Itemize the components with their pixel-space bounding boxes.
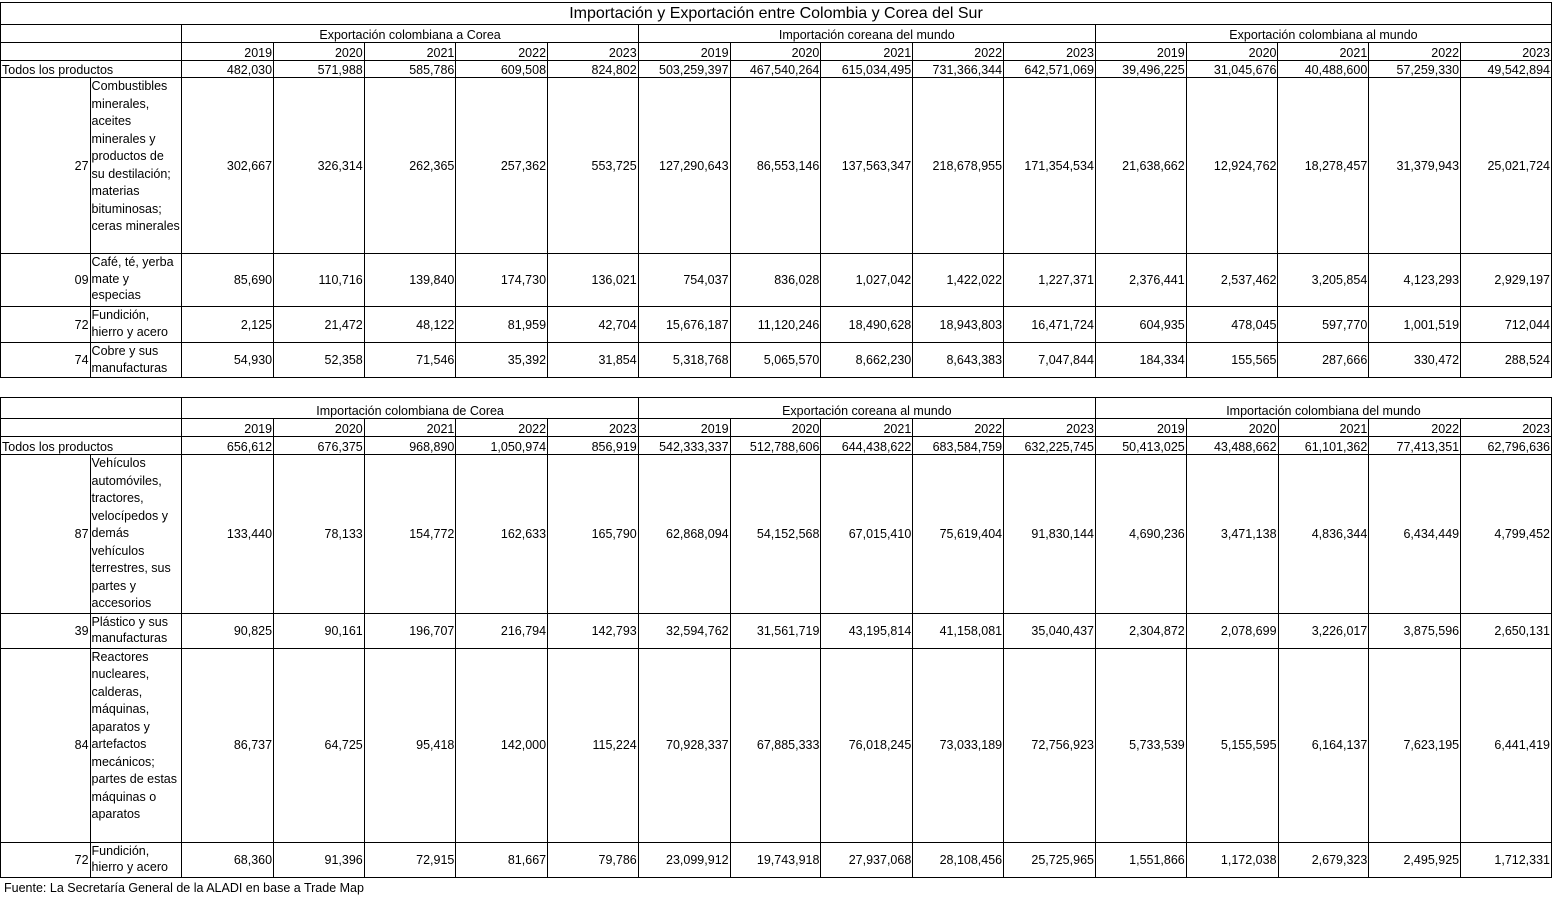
- value-cell: 8,662,230: [821, 343, 913, 378]
- total-row: [1, 437, 1552, 455]
- value-cell: 604,935: [1095, 307, 1186, 343]
- year-header: 2023: [548, 419, 639, 437]
- value-cell: 2,078,699: [1186, 613, 1278, 648]
- value-cell: 81,959: [456, 307, 548, 343]
- value-cell: 6,164,137: [1278, 648, 1369, 842]
- product-code: 09: [1, 254, 91, 307]
- year-header: 2023: [1461, 43, 1552, 61]
- value-cell: 71,546: [364, 343, 456, 378]
- year-header: 2022: [1369, 419, 1461, 437]
- value-cell: 11,120,246: [730, 307, 821, 343]
- corner-cell: [1, 419, 182, 437]
- value-cell: 1,172,038: [1186, 842, 1278, 877]
- value-cell: 2,537,462: [1186, 254, 1278, 307]
- value-cell: 142,793: [548, 613, 639, 648]
- value-cell: 824,802: [548, 61, 639, 78]
- year-header: 2020: [1186, 419, 1278, 437]
- value-cell: 1,712,331: [1461, 842, 1552, 877]
- value-cell: 67,015,410: [821, 455, 913, 614]
- table-row: [1, 455, 1552, 614]
- value-cell: 67,885,333: [730, 648, 821, 842]
- value-cell: 62,796,636: [1461, 437, 1552, 455]
- group-header: Exportación colombiana al mundo: [1095, 25, 1551, 43]
- product-description: Cobre y sus manufacturas: [90, 343, 182, 378]
- value-cell: 77,413,351: [1369, 437, 1461, 455]
- value-cell: 90,161: [274, 613, 365, 648]
- value-cell: 54,152,568: [730, 455, 821, 614]
- value-cell: 330,472: [1369, 343, 1461, 378]
- total-row: [1, 61, 1552, 78]
- value-cell: 25,021,724: [1461, 78, 1552, 254]
- value-cell: 31,561,719: [730, 613, 821, 648]
- table-row: [1, 842, 1552, 877]
- value-cell: 85,690: [182, 254, 274, 307]
- product-description: Fundición, hierro y acero: [90, 842, 182, 877]
- product-description: Plástico y sus manufacturas: [90, 613, 182, 648]
- year-header: 2022: [1369, 43, 1461, 61]
- value-cell: 288,524: [1461, 343, 1552, 378]
- table-title: Importación y Exportación entre Colombia y Corea del Sur: [1, 3, 1552, 25]
- corner-cell: [1, 398, 182, 419]
- value-cell: 597,770: [1278, 307, 1369, 343]
- value-cell: 609,508: [456, 61, 548, 78]
- value-cell: 1,050,974: [456, 437, 548, 455]
- value-cell: 2,679,323: [1278, 842, 1369, 877]
- value-cell: 2,650,131: [1461, 613, 1552, 648]
- value-cell: 165,790: [548, 455, 639, 614]
- year-header: 2021: [1278, 43, 1369, 61]
- value-cell: 76,018,245: [821, 648, 913, 842]
- product-code: 72: [1, 307, 91, 343]
- value-cell: 133,440: [182, 455, 274, 614]
- value-cell: 302,667: [182, 78, 274, 254]
- product-code: 39: [1, 613, 91, 648]
- value-cell: 553,725: [548, 78, 639, 254]
- year-header: 2021: [821, 419, 913, 437]
- table-row: [1, 78, 1552, 254]
- value-cell: 856,919: [548, 437, 639, 455]
- value-cell: 21,472: [274, 307, 365, 343]
- value-cell: 656,612: [182, 437, 274, 455]
- group-header: Importación coreana del mundo: [638, 25, 1095, 43]
- year-header: 2022: [913, 43, 1004, 61]
- value-cell: 142,000: [456, 648, 548, 842]
- value-cell: 287,666: [1278, 343, 1369, 378]
- value-cell: 21,638,662: [1095, 78, 1186, 254]
- value-cell: 35,392: [456, 343, 548, 378]
- value-cell: 50,413,025: [1095, 437, 1186, 455]
- year-header: 2021: [364, 419, 456, 437]
- group-header: Exportación coreana al mundo: [638, 398, 1095, 419]
- value-cell: 2,376,441: [1095, 254, 1186, 307]
- value-cell: 110,716: [274, 254, 365, 307]
- exports-table: [0, 2, 1552, 378]
- value-cell: 54,930: [182, 343, 274, 378]
- value-cell: 2,125: [182, 307, 274, 343]
- value-cell: 64,725: [274, 648, 365, 842]
- value-cell: 836,028: [730, 254, 821, 307]
- value-cell: 81,667: [456, 842, 548, 877]
- value-cell: 12,924,762: [1186, 78, 1278, 254]
- value-cell: 31,854: [548, 343, 639, 378]
- value-cell: 139,840: [364, 254, 456, 307]
- value-cell: 91,396: [274, 842, 365, 877]
- value-cell: 61,101,362: [1278, 437, 1369, 455]
- value-cell: 542,333,337: [638, 437, 730, 455]
- value-cell: 968,890: [364, 437, 456, 455]
- year-header: 2021: [821, 43, 913, 61]
- value-cell: 16,471,724: [1004, 307, 1096, 343]
- value-cell: 196,707: [364, 613, 456, 648]
- source-note: Fuente: La Secretaría General de la ALADI en base a Trade Map: [4, 881, 364, 895]
- value-cell: 615,034,495: [821, 61, 913, 78]
- table-row: [1, 613, 1552, 648]
- value-cell: 42,704: [548, 307, 639, 343]
- year-header: 2019: [1095, 419, 1186, 437]
- value-cell: 3,205,854: [1278, 254, 1369, 307]
- year-header: 2022: [456, 43, 548, 61]
- table-row: [1, 307, 1552, 343]
- value-cell: 62,868,094: [638, 455, 730, 614]
- year-header: 2021: [1278, 419, 1369, 437]
- value-cell: 1,227,371: [1004, 254, 1096, 307]
- value-cell: 78,133: [274, 455, 365, 614]
- year-header: 2023: [1461, 419, 1552, 437]
- product-description: Combustibles minerales, aceites minerales y productos de su destilación; materias bituminosas; ceras minerales: [90, 78, 182, 254]
- value-cell: 5,065,570: [730, 343, 821, 378]
- value-cell: 91,830,144: [1004, 455, 1096, 614]
- value-cell: 72,756,923: [1004, 648, 1096, 842]
- year-header: 2019: [182, 419, 274, 437]
- value-cell: 467,540,264: [730, 61, 821, 78]
- table-row: [1, 254, 1552, 307]
- value-cell: 184,334: [1095, 343, 1186, 378]
- year-row: [1, 419, 1552, 437]
- product-code: 27: [1, 78, 91, 254]
- value-cell: 19,743,918: [730, 842, 821, 877]
- value-cell: 482,030: [182, 61, 274, 78]
- value-cell: 31,045,676: [1186, 61, 1278, 78]
- value-cell: 4,799,452: [1461, 455, 1552, 614]
- value-cell: 95,418: [364, 648, 456, 842]
- year-header: 2020: [274, 419, 365, 437]
- group-header: Exportación colombiana a Corea: [182, 25, 638, 43]
- value-cell: 41,158,081: [913, 613, 1004, 648]
- value-cell: 478,045: [1186, 307, 1278, 343]
- value-cell: 2,929,197: [1461, 254, 1552, 307]
- value-cell: 86,737: [182, 648, 274, 842]
- value-cell: 79,786: [548, 842, 639, 877]
- value-cell: 262,365: [364, 78, 456, 254]
- value-cell: 70,928,337: [638, 648, 730, 842]
- value-cell: 75,619,404: [913, 455, 1004, 614]
- year-header: 2020: [730, 43, 821, 61]
- value-cell: 1,551,866: [1095, 842, 1186, 877]
- value-cell: 3,875,596: [1369, 613, 1461, 648]
- value-cell: 155,565: [1186, 343, 1278, 378]
- year-header: 2020: [1186, 43, 1278, 61]
- value-cell: 5,733,539: [1095, 648, 1186, 842]
- value-cell: 27,937,068: [821, 842, 913, 877]
- value-cell: 1,001,519: [1369, 307, 1461, 343]
- year-header: 2023: [1004, 419, 1096, 437]
- corner-cell: [1, 25, 182, 43]
- year-header: 2021: [364, 43, 456, 61]
- value-cell: 632,225,745: [1004, 437, 1096, 455]
- value-cell: 15,676,187: [638, 307, 730, 343]
- value-cell: 28,108,456: [913, 842, 1004, 877]
- value-cell: 1,027,042: [821, 254, 913, 307]
- value-cell: 40,488,600: [1278, 61, 1369, 78]
- total-label: Todos los productos: [1, 61, 182, 78]
- value-cell: 43,195,814: [821, 613, 913, 648]
- value-cell: 585,786: [364, 61, 456, 78]
- product-code: 74: [1, 343, 91, 378]
- product-code: 72: [1, 842, 91, 877]
- product-description: Café, té, yerba mate y especias: [90, 254, 182, 307]
- value-cell: 18,490,628: [821, 307, 913, 343]
- value-cell: 52,358: [274, 343, 365, 378]
- value-cell: 6,434,449: [1369, 455, 1461, 614]
- value-cell: 8,643,383: [913, 343, 1004, 378]
- year-row: [1, 43, 1552, 61]
- product-code: 87: [1, 455, 91, 614]
- year-header: 2019: [182, 43, 274, 61]
- value-cell: 137,563,347: [821, 78, 913, 254]
- value-cell: 43,488,662: [1186, 437, 1278, 455]
- value-cell: 7,047,844: [1004, 343, 1096, 378]
- value-cell: 216,794: [456, 613, 548, 648]
- value-cell: 136,021: [548, 254, 639, 307]
- value-cell: 35,040,437: [1004, 613, 1096, 648]
- product-description: Vehículos automóviles, tractores, velocípedos y demás vehículos terrestres, sus partes y accesorios: [90, 455, 182, 614]
- value-cell: 7,623,195: [1369, 648, 1461, 842]
- value-cell: 32,594,762: [638, 613, 730, 648]
- value-cell: 68,360: [182, 842, 274, 877]
- table-row: [1, 648, 1552, 842]
- value-cell: 39,496,225: [1095, 61, 1186, 78]
- value-cell: 326,314: [274, 78, 365, 254]
- group-header: Importación colombiana del mundo: [1095, 398, 1551, 419]
- year-header: 2022: [913, 419, 1004, 437]
- value-cell: 90,825: [182, 613, 274, 648]
- value-cell: 31,379,943: [1369, 78, 1461, 254]
- group-header: Importación colombiana de Corea: [182, 398, 638, 419]
- value-cell: 731,366,344: [913, 61, 1004, 78]
- value-cell: 18,278,457: [1278, 78, 1369, 254]
- imports-table: [0, 397, 1552, 878]
- value-cell: 174,730: [456, 254, 548, 307]
- value-cell: 6,441,419: [1461, 648, 1552, 842]
- value-cell: 676,375: [274, 437, 365, 455]
- product-description: Reactores nucleares, calderas, máquinas, aparatos y artefactos mecánicos; partes de estas máquinas o aparatos: [90, 648, 182, 842]
- year-header: 2020: [730, 419, 821, 437]
- value-cell: 171,354,534: [1004, 78, 1096, 254]
- year-header: 2020: [274, 43, 365, 61]
- value-cell: 754,037: [638, 254, 730, 307]
- value-cell: 257,362: [456, 78, 548, 254]
- year-header: 2019: [638, 43, 730, 61]
- value-cell: 115,224: [548, 648, 639, 842]
- value-cell: 5,155,595: [1186, 648, 1278, 842]
- year-header: 2019: [638, 419, 730, 437]
- value-cell: 2,495,925: [1369, 842, 1461, 877]
- value-cell: 2,304,872: [1095, 613, 1186, 648]
- value-cell: 3,226,017: [1278, 613, 1369, 648]
- value-cell: 86,553,146: [730, 78, 821, 254]
- value-cell: 4,836,344: [1278, 455, 1369, 614]
- value-cell: 503,259,397: [638, 61, 730, 78]
- value-cell: 25,725,965: [1004, 842, 1096, 877]
- value-cell: 4,123,293: [1369, 254, 1461, 307]
- value-cell: 218,678,955: [913, 78, 1004, 254]
- value-cell: 644,438,622: [821, 437, 913, 455]
- value-cell: 683,584,759: [913, 437, 1004, 455]
- year-header: 2023: [1004, 43, 1096, 61]
- value-cell: 73,033,189: [913, 648, 1004, 842]
- value-cell: 23,099,912: [638, 842, 730, 877]
- value-cell: 162,633: [456, 455, 548, 614]
- value-cell: 49,542,894: [1461, 61, 1552, 78]
- value-cell: 4,690,236: [1095, 455, 1186, 614]
- total-label: Todos los productos: [1, 437, 182, 455]
- year-header: 2023: [548, 43, 639, 61]
- year-header: 2022: [456, 419, 548, 437]
- year-header: 2019: [1095, 43, 1186, 61]
- value-cell: 18,943,803: [913, 307, 1004, 343]
- table-row: [1, 343, 1552, 378]
- value-cell: 571,988: [274, 61, 365, 78]
- value-cell: 154,772: [364, 455, 456, 614]
- value-cell: 72,915: [364, 842, 456, 877]
- value-cell: 48,122: [364, 307, 456, 343]
- value-cell: 1,422,022: [913, 254, 1004, 307]
- value-cell: 127,290,643: [638, 78, 730, 254]
- value-cell: 642,571,069: [1004, 61, 1096, 78]
- product-description: Fundición, hierro y acero: [90, 307, 182, 343]
- product-code: 84: [1, 648, 91, 842]
- value-cell: 512,788,606: [730, 437, 821, 455]
- value-cell: 5,318,768: [638, 343, 730, 378]
- value-cell: 3,471,138: [1186, 455, 1278, 614]
- value-cell: 57,259,330: [1369, 61, 1461, 78]
- corner-cell: [1, 43, 182, 61]
- value-cell: 712,044: [1461, 307, 1552, 343]
